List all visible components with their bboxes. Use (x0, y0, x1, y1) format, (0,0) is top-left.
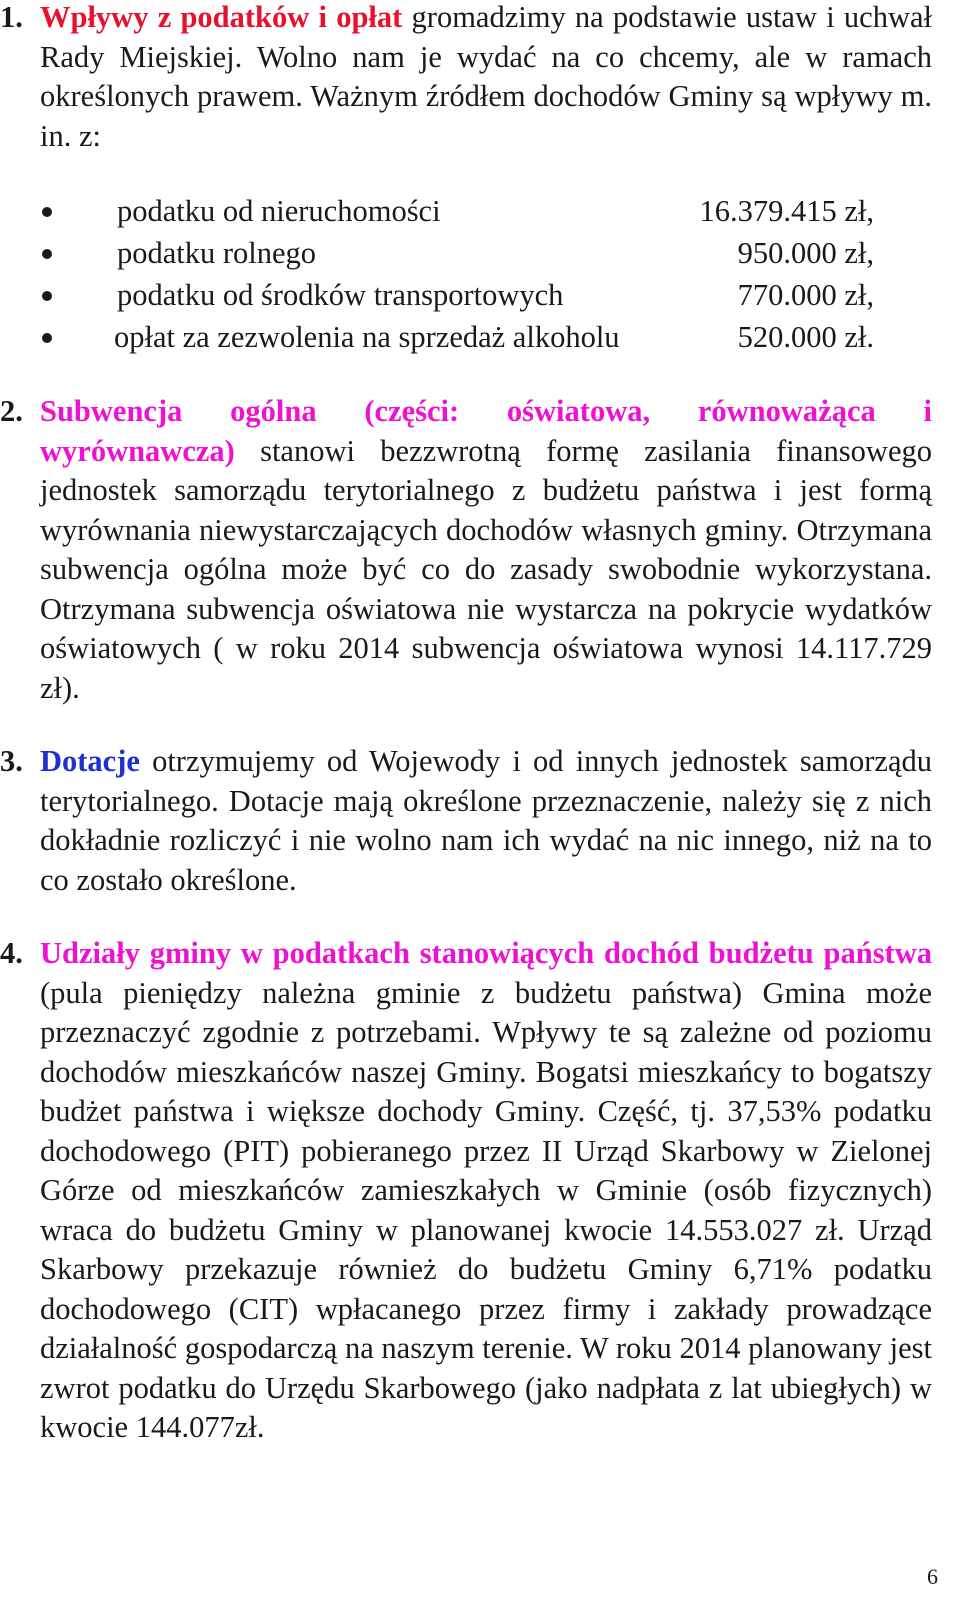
section-2-text: stanowi bezzwrotną formę zasilania finansowego jednostek samorządu terytorialnego z budżetu państwa i jest formą wyrównania niewystarczających dochodów własnych gminy. Otrzymana subwencja ogólna może być co do zasady swobodnie wykorzystana. Otrzymana subwencja oświatowa nie wystarcza na pokrycie wydatków oświatowych ( w roku 2014 subwencja oświatowa wynosi 14.117.729 zł). (40, 433, 932, 705)
list-item-amount: 16.379.415 zł, (699, 194, 874, 228)
list-item (0, 317, 960, 359)
section-4-heading: Udziały gminy w podatkach stanowiących dochód budżetu państwa (40, 936, 932, 970)
list-item (0, 275, 960, 317)
section-2-number: 2. (0, 394, 23, 428)
income-list (0, 191, 960, 359)
section-2-paragraph (40, 392, 932, 708)
list-item-label: podatku od nieruchomości (117, 194, 441, 228)
section-3-text: otrzymujemy od Wojewody i od innych jednostek samorządu terytorialnego. Dotacje mają określone przeznaczenie, należy się z nich dokładnie rozliczyć i nie wolno nam ich wydać na nic innego, niż na to co zostało określone. (40, 744, 932, 897)
list-item-amount: 770.000 zł, (737, 278, 874, 312)
section-1-text: gromadzimy na podstawie ustaw i uchwał Rady Miejskiej. Wolno nam je wydać na co chcemy, ale w ramach określonych prawem. Ważnym źródłem dochodów Gminy są wpływy m. in. z: (40, 0, 932, 153)
section-2-heading: Subwencja ogólna (części: oświatowa, równoważąca i wyrównawcza) (40, 394, 932, 468)
section-4-paragraph (40, 934, 932, 1448)
bullet-icon (42, 207, 52, 217)
section-1-heading: Wpływy z podatków i opłat (40, 0, 403, 34)
section-3-paragraph (40, 742, 932, 900)
list-item (0, 233, 960, 275)
list-item-label: opłat za zezwolenia na sprzedaż alkoholu (114, 320, 620, 354)
page-number: 6 (927, 1564, 938, 1589)
section-3-heading: Dotacje (40, 744, 140, 778)
list-item-amount: 950.000 zł, (737, 236, 874, 270)
section-4-text: (pula pieniędzy należna gminie z budżetu państwa) Gmina może przeznaczyć zgodnie z potrzebami. Wpływy te są zależne od poziomu dochodów mieszkańców naszej Gminy. Bogatsi mieszkańcy to bogatszy budżet państwa i większe dochody Gminy. Część, tj. 37,53% podatku dochodowego (PIT) pobieranego przez II Urząd Skarbowy w Zielonej Górze od mieszkańców zamieszkałych w Gminie (osób fizycznych) wraca do budżetu Gminy w planowanej kwocie 14.553.027 zł. Urząd Skarbowy przekazuje również do budżetu Gminy 6,71% podatku dochodowego (CIT) wpłacanego przez firmy i zakłady prowadzące działalność gospodarczą na naszym terenie. W roku 2014 planowany jest zwrot podatku do Urzędu Skarbowego (jako nadpłata z lat ubiegłych) w kwocie 144.077zł. (40, 975, 932, 1444)
section-1-number: 1. (0, 0, 23, 34)
bullet-icon (42, 333, 52, 343)
list-item (0, 191, 960, 233)
section-4-number: 4. (0, 936, 23, 970)
bullet-icon (42, 291, 52, 301)
section-1-paragraph (40, 0, 932, 156)
list-item-amount: 520.000 zł. (737, 320, 874, 354)
section-3-number: 3. (0, 744, 23, 778)
list-item-label: podatku rolnego (117, 236, 317, 270)
list-item-label: podatku od środków transportowych (117, 278, 564, 312)
bullet-icon (42, 249, 52, 259)
